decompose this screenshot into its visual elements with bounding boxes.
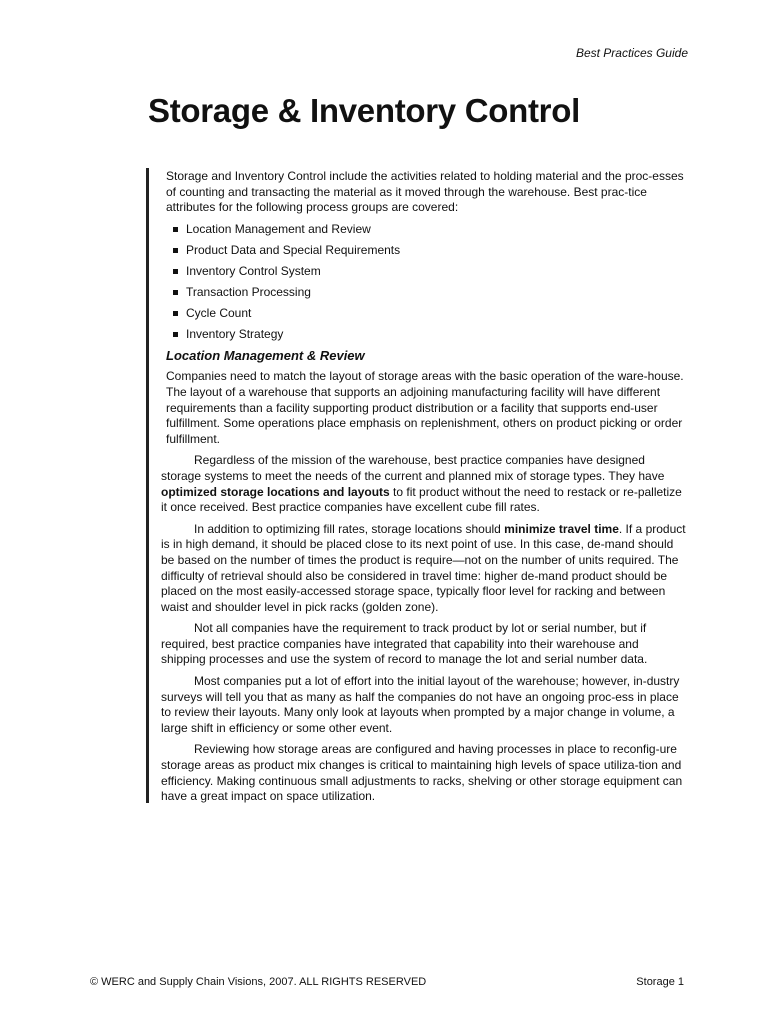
paragraph-text: . If a product is in high demand, it should be placed close to its next point of use. In this case, de-mand should be based on the number of times the product is require—not on the number of units required. The difficulty of retrieval should also be considered in travel time: higher de-mand product should be placed on the most easily-accessed storage space, typically floor level for racking and between waist and shoulder level in pick racks (golden zone).: [161, 521, 686, 614]
list-item: Product Data and Special Requirements: [166, 243, 686, 264]
paragraph-text: to fit product without the need to restack or re-palletize it once received. Best practice companies have excellent cube fill rates.: [161, 484, 682, 515]
paragraph: Companies need to match the layout of storage areas with the basic operation of the ware-house. The layout of a warehouse that supports an adjoining manufacturing facility will have different requirements than a facility supporting product distribution or a facility that supports end-user fulfillment. Some operations place emphasis on replenishment, others on product picking or order fulfillment.: [166, 369, 684, 446]
list-item: Transaction Processing: [166, 285, 686, 306]
list-item: Cycle Count: [166, 306, 686, 327]
paragraph: [161, 453, 686, 515]
running-head: Best Practices Guide: [575, 46, 688, 60]
paragraph: Reviewing how storage areas are configured and having processes in place to reconfig-ure storage areas as product mix changes is critical to maintaining high levels of space utiliza-tion and efficiency. Making continuous small adjustments to racks, shelving or other storage equipment can have a great impact on space utilization.: [161, 742, 683, 804]
section-heading: Location Management & Review: [166, 347, 365, 363]
emphasis-text: optimized storage locations and layouts: [161, 484, 390, 499]
list-item: Location Management and Review: [166, 222, 686, 243]
page-title: Storage & Inventory Control: [148, 92, 580, 129]
body-text: [161, 169, 686, 811]
footer-page-number: Storage 1: [636, 976, 684, 988]
paragraph-text: Regardless of the mission of the warehouse, best practice companies have designed storage systems to meet the needs of the current and planned mix of storage types. They have: [161, 453, 665, 483]
change-bar: [146, 168, 149, 803]
paragraph: Not all companies have the requirement to track product by lot or serial number, but if required, best practice companies have integrated that capability into their warehouse and shipping processes and use the system of record to manage the lot and serial number data.: [161, 621, 648, 667]
paragraph-text: In addition to optimizing fill rates, storage locations should: [194, 521, 505, 536]
list-item: Inventory Strategy: [166, 327, 686, 348]
emphasis-text: minimize travel time: [504, 521, 619, 536]
paragraph: Most companies put a lot of effort into the initial layout of the warehouse; however, in-dustry surveys will tell you that as many as half the companies do not have an ongoing proc-ess in place to review their layouts. Many only look at layouts when prompted by a major change in volume, a large shift in efficiency or some other event.: [161, 674, 680, 735]
list-item: Inventory Control System: [166, 264, 686, 285]
footer-copyright: © WERC and Supply Chain Visions, 2007. ALL RIGHTS RESERVED: [90, 976, 427, 988]
intro-paragraph: Storage and Inventory Control include the activities related to holding material and the proc-esses of counting and transacting the material as it moved through the warehouse. Best prac-tice attributes for the following process groups are covered:: [166, 169, 684, 215]
paragraph: [161, 522, 686, 616]
process-group-list: [166, 222, 686, 348]
